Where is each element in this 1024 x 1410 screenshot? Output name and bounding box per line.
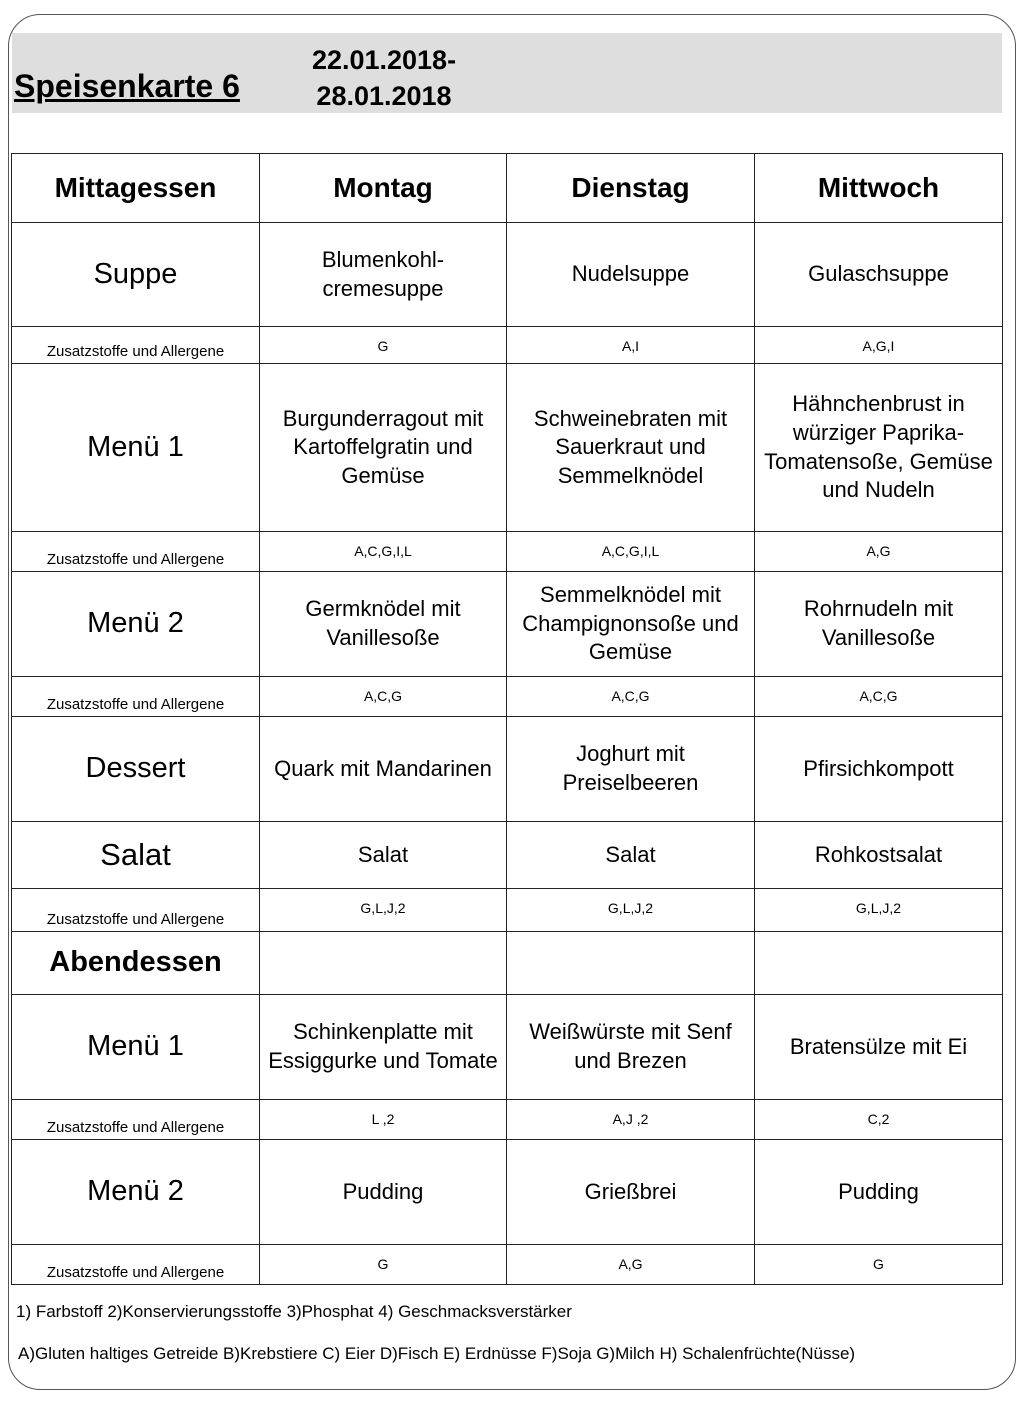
dish-cell: Salat [507, 822, 755, 889]
date-range [262, 42, 506, 114]
table-row [12, 572, 1003, 677]
dish-cell: Pfirsichkompott [755, 717, 1003, 822]
allergen-cell: C,2 [755, 1100, 1003, 1140]
row-label-menu2: Menü 2 [12, 572, 260, 677]
dish-cell: Semmelknödel mit Champignonsoße und Gemüse [507, 572, 755, 677]
row-label-dessert: Dessert [12, 717, 260, 822]
footer-additives-legend: 1) Farbstoff 2)Konservierungsstoffe 3)Phosphat 4) Geschmacksverstärker [16, 1302, 572, 1321]
allergen-cell: G,L,J,2 [755, 889, 1003, 932]
dish-cell: Pudding [755, 1140, 1003, 1245]
allergen-label: Zusatzstoffe und Allergene [12, 1100, 260, 1140]
row-label-dinner-menu2: Menü 2 [12, 1140, 260, 1245]
allergen-cell: L ,2 [260, 1100, 507, 1140]
table-row [12, 932, 1003, 995]
row-label-menu1: Menü 1 [12, 364, 260, 532]
dish-cell: Gulaschsuppe [755, 223, 1003, 327]
dish-cell: Joghurt mit Preiselbeeren [507, 717, 755, 822]
dish-cell: Pudding [260, 1140, 507, 1245]
col-header-day: Dienstag [507, 154, 755, 223]
allergen-label: Zusatzstoffe und Allergene [12, 532, 260, 572]
col-header-day: Mittwoch [755, 154, 1003, 223]
dish-cell: Nudelsuppe [507, 223, 755, 327]
row-label-salat: Salat [12, 822, 260, 889]
section-header-abendessen: Abendessen [12, 932, 260, 995]
dish-cell: Rohrnudeln mit Vanillesoße [755, 572, 1003, 677]
date-from: 22.01.2018- [311, 45, 457, 75]
col-header-mittagessen: Mittagessen [12, 154, 260, 223]
dish-cell: Quark mit Mandarinen [260, 717, 507, 822]
table-row [12, 822, 1003, 889]
allergen-cell: A,G [507, 1245, 755, 1285]
dish-cell: Bratensülze mit Ei [755, 995, 1003, 1100]
table-row [12, 1140, 1003, 1245]
page-title: Speisenkarte 6 [14, 68, 240, 104]
allergen-cell: G,L,J,2 [507, 889, 755, 932]
menu-table [11, 153, 1003, 1285]
allergen-cell: A,C,G,I,L [507, 532, 755, 572]
allergen-cell: A,C,G [507, 677, 755, 717]
allergen-cell: A,I [507, 327, 755, 364]
dish-cell: Rohkostsalat [755, 822, 1003, 889]
allergen-row [12, 327, 1003, 364]
dish-cell: Schinkenplatte mit Essiggurke und Tomate [260, 995, 507, 1100]
dish-cell: Blumenkohl- cremesuppe [260, 223, 507, 327]
dish-cell: Burgunderragout mit Kartoffelgratin und Gemüse [260, 364, 507, 532]
allergen-row [12, 1100, 1003, 1140]
allergen-row [12, 889, 1003, 932]
table-row [12, 717, 1003, 822]
date-to: 28.01.2018 [316, 81, 452, 111]
allergen-cell: A,C,G [260, 677, 507, 717]
empty-cell [260, 932, 507, 995]
row-label-dinner-menu1: Menü 1 [12, 995, 260, 1100]
table-row [12, 995, 1003, 1100]
table-row [12, 223, 1003, 327]
footer-allergens-legend: A)Gluten haltiges Getreide B)Krebstiere C) Eier D)Fisch E) Erdnüsse F)Soja G)Milch H) Schalenfrüchte(Nüsse) [18, 1344, 856, 1363]
row-label-suppe: Suppe [12, 223, 260, 327]
table-header-row [12, 154, 1003, 223]
allergen-row [12, 532, 1003, 572]
allergen-cell: A,J ,2 [507, 1100, 755, 1140]
allergen-label: Zusatzstoffe und Allergene [12, 1245, 260, 1285]
dish-cell: Salat [260, 822, 507, 889]
allergen-row [12, 677, 1003, 717]
col-header-day: Montag [260, 154, 507, 223]
dish-cell: Schweinebraten mit Sauerkraut und Semmelknödel [507, 364, 755, 532]
empty-cell [755, 932, 1003, 995]
allergen-cell: G [260, 327, 507, 364]
allergen-label: Zusatzstoffe und Allergene [12, 677, 260, 717]
empty-cell [507, 932, 755, 995]
allergen-cell: A,C,G,I,L [260, 532, 507, 572]
allergen-cell: A,G [755, 532, 1003, 572]
dish-cell: Hähnchenbrust in würziger Paprika-Tomatensoße, Gemüse und Nudeln [755, 364, 1003, 532]
dish-cell: Germknödel mit Vanillesoße [260, 572, 507, 677]
allergen-cell: G [755, 1245, 1003, 1285]
allergen-label: Zusatzstoffe und Allergene [12, 889, 260, 932]
allergen-cell: G [260, 1245, 507, 1285]
dish-cell: Weißwürste mit Senf und Brezen [507, 995, 755, 1100]
allergen-row [12, 1245, 1003, 1285]
allergen-cell: G,L,J,2 [260, 889, 507, 932]
table-row [12, 364, 1003, 532]
dish-cell: Grießbrei [507, 1140, 755, 1245]
allergen-cell: A,G,I [755, 327, 1003, 364]
allergen-label: Zusatzstoffe und Allergene [12, 327, 260, 364]
allergen-cell: A,C,G [755, 677, 1003, 717]
